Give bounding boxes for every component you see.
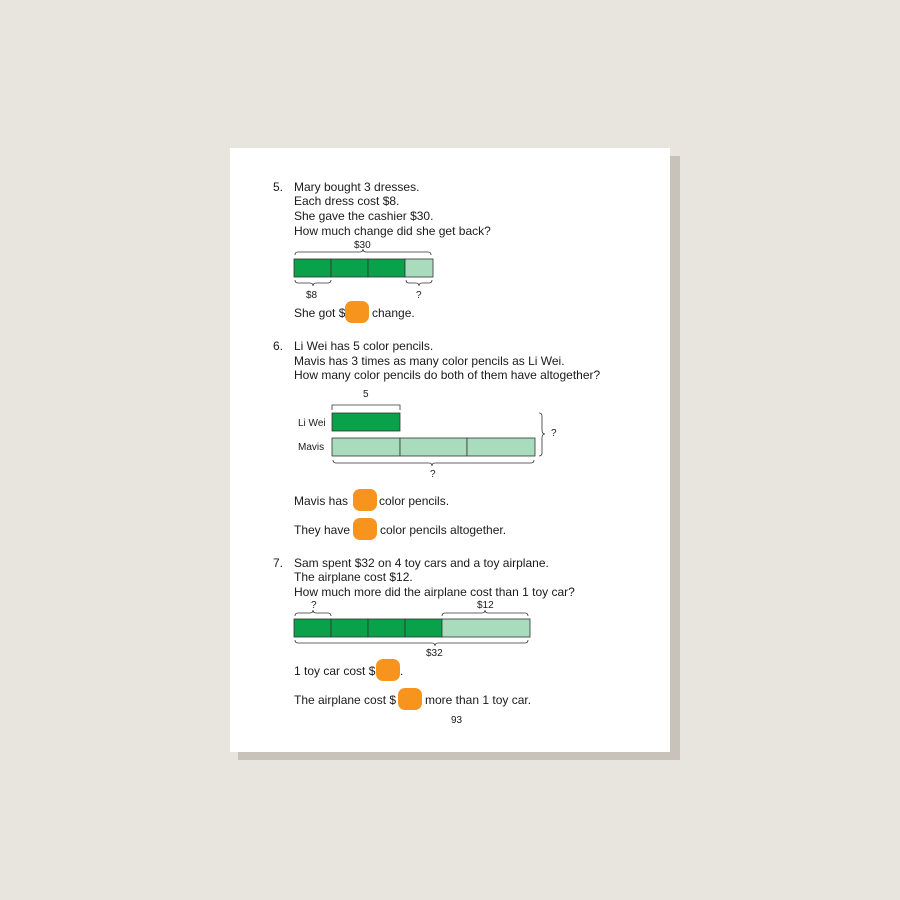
q7-answer1-suffix: .: [400, 664, 404, 678]
q6-line-1: Li Wei has 5 color pencils.: [294, 339, 434, 353]
q5-unit-label: $8: [306, 290, 318, 301]
q7-car-unit-1: [294, 619, 331, 637]
q7-bar-model: [230, 148, 670, 752]
q6-row-label-mavis: Mavis: [298, 442, 325, 453]
page-number: 93: [451, 715, 463, 726]
q5-answer-suffix: change.: [372, 306, 415, 320]
q7-total-label: $32: [426, 648, 443, 659]
q7-line-3: How much more did the airplane cost than 1 toy car?: [294, 585, 575, 599]
q7-car-unit-3: [368, 619, 405, 637]
q5-line-2: Each dress cost $8.: [294, 194, 400, 208]
q6-answer2-suffix: color pencils altogether.: [380, 523, 507, 537]
q5-line-1: Mary bought 3 dresses.: [294, 180, 420, 194]
q5-line-4: How much change did she get back?: [294, 224, 491, 238]
q7-airplane-bar: [442, 619, 530, 637]
q7-answer2-prefix: The airplane cost $: [294, 693, 397, 707]
q5-number: 5.: [273, 180, 284, 194]
q7-answer1-box[interactable]: [376, 659, 400, 681]
q6-line-2: Mavis has 3 times as many color pencils as Li Wei.: [294, 354, 565, 368]
q7-line-1: Sam spent $32 on 4 toy cars and a toy airplane.: [294, 556, 549, 570]
q6-unit-label: 5: [363, 389, 369, 400]
q6-number: 6.: [273, 339, 284, 353]
q7-car-label: ?: [311, 600, 317, 611]
q6-row-label-liwei: Li Wei: [298, 418, 326, 429]
q5-change-label: ?: [416, 290, 422, 301]
q6-line-3: How many color pencils do both of them have altogether?: [294, 368, 601, 382]
q6-answer2-prefix: They have: [294, 523, 351, 537]
q6-total-label: ?: [551, 428, 557, 439]
q5-total-label: $30: [354, 240, 371, 251]
q7-car-unit-4: [405, 619, 442, 637]
q7-answer2-suffix: more than 1 toy car.: [425, 693, 532, 707]
q7-airplane-label: $12: [477, 600, 494, 611]
q6-answer1-prefix: Mavis has: [294, 494, 349, 508]
q7-answer2-box[interactable]: [398, 688, 422, 710]
q7-line-2: The airplane cost $12.: [294, 570, 413, 584]
q6-answer1-suffix: color pencils.: [379, 494, 450, 508]
q7-car-unit-2: [331, 619, 368, 637]
q7-answer1-prefix: 1 toy car cost $: [294, 664, 376, 678]
q5-answer-prefix: She got $: [294, 306, 346, 320]
q7-number: 7.: [273, 556, 284, 570]
workbook-page: [230, 148, 670, 752]
q6-mavis-total-label: ?: [430, 469, 436, 480]
q5-line-3: She gave the cashier $30.: [294, 209, 434, 223]
